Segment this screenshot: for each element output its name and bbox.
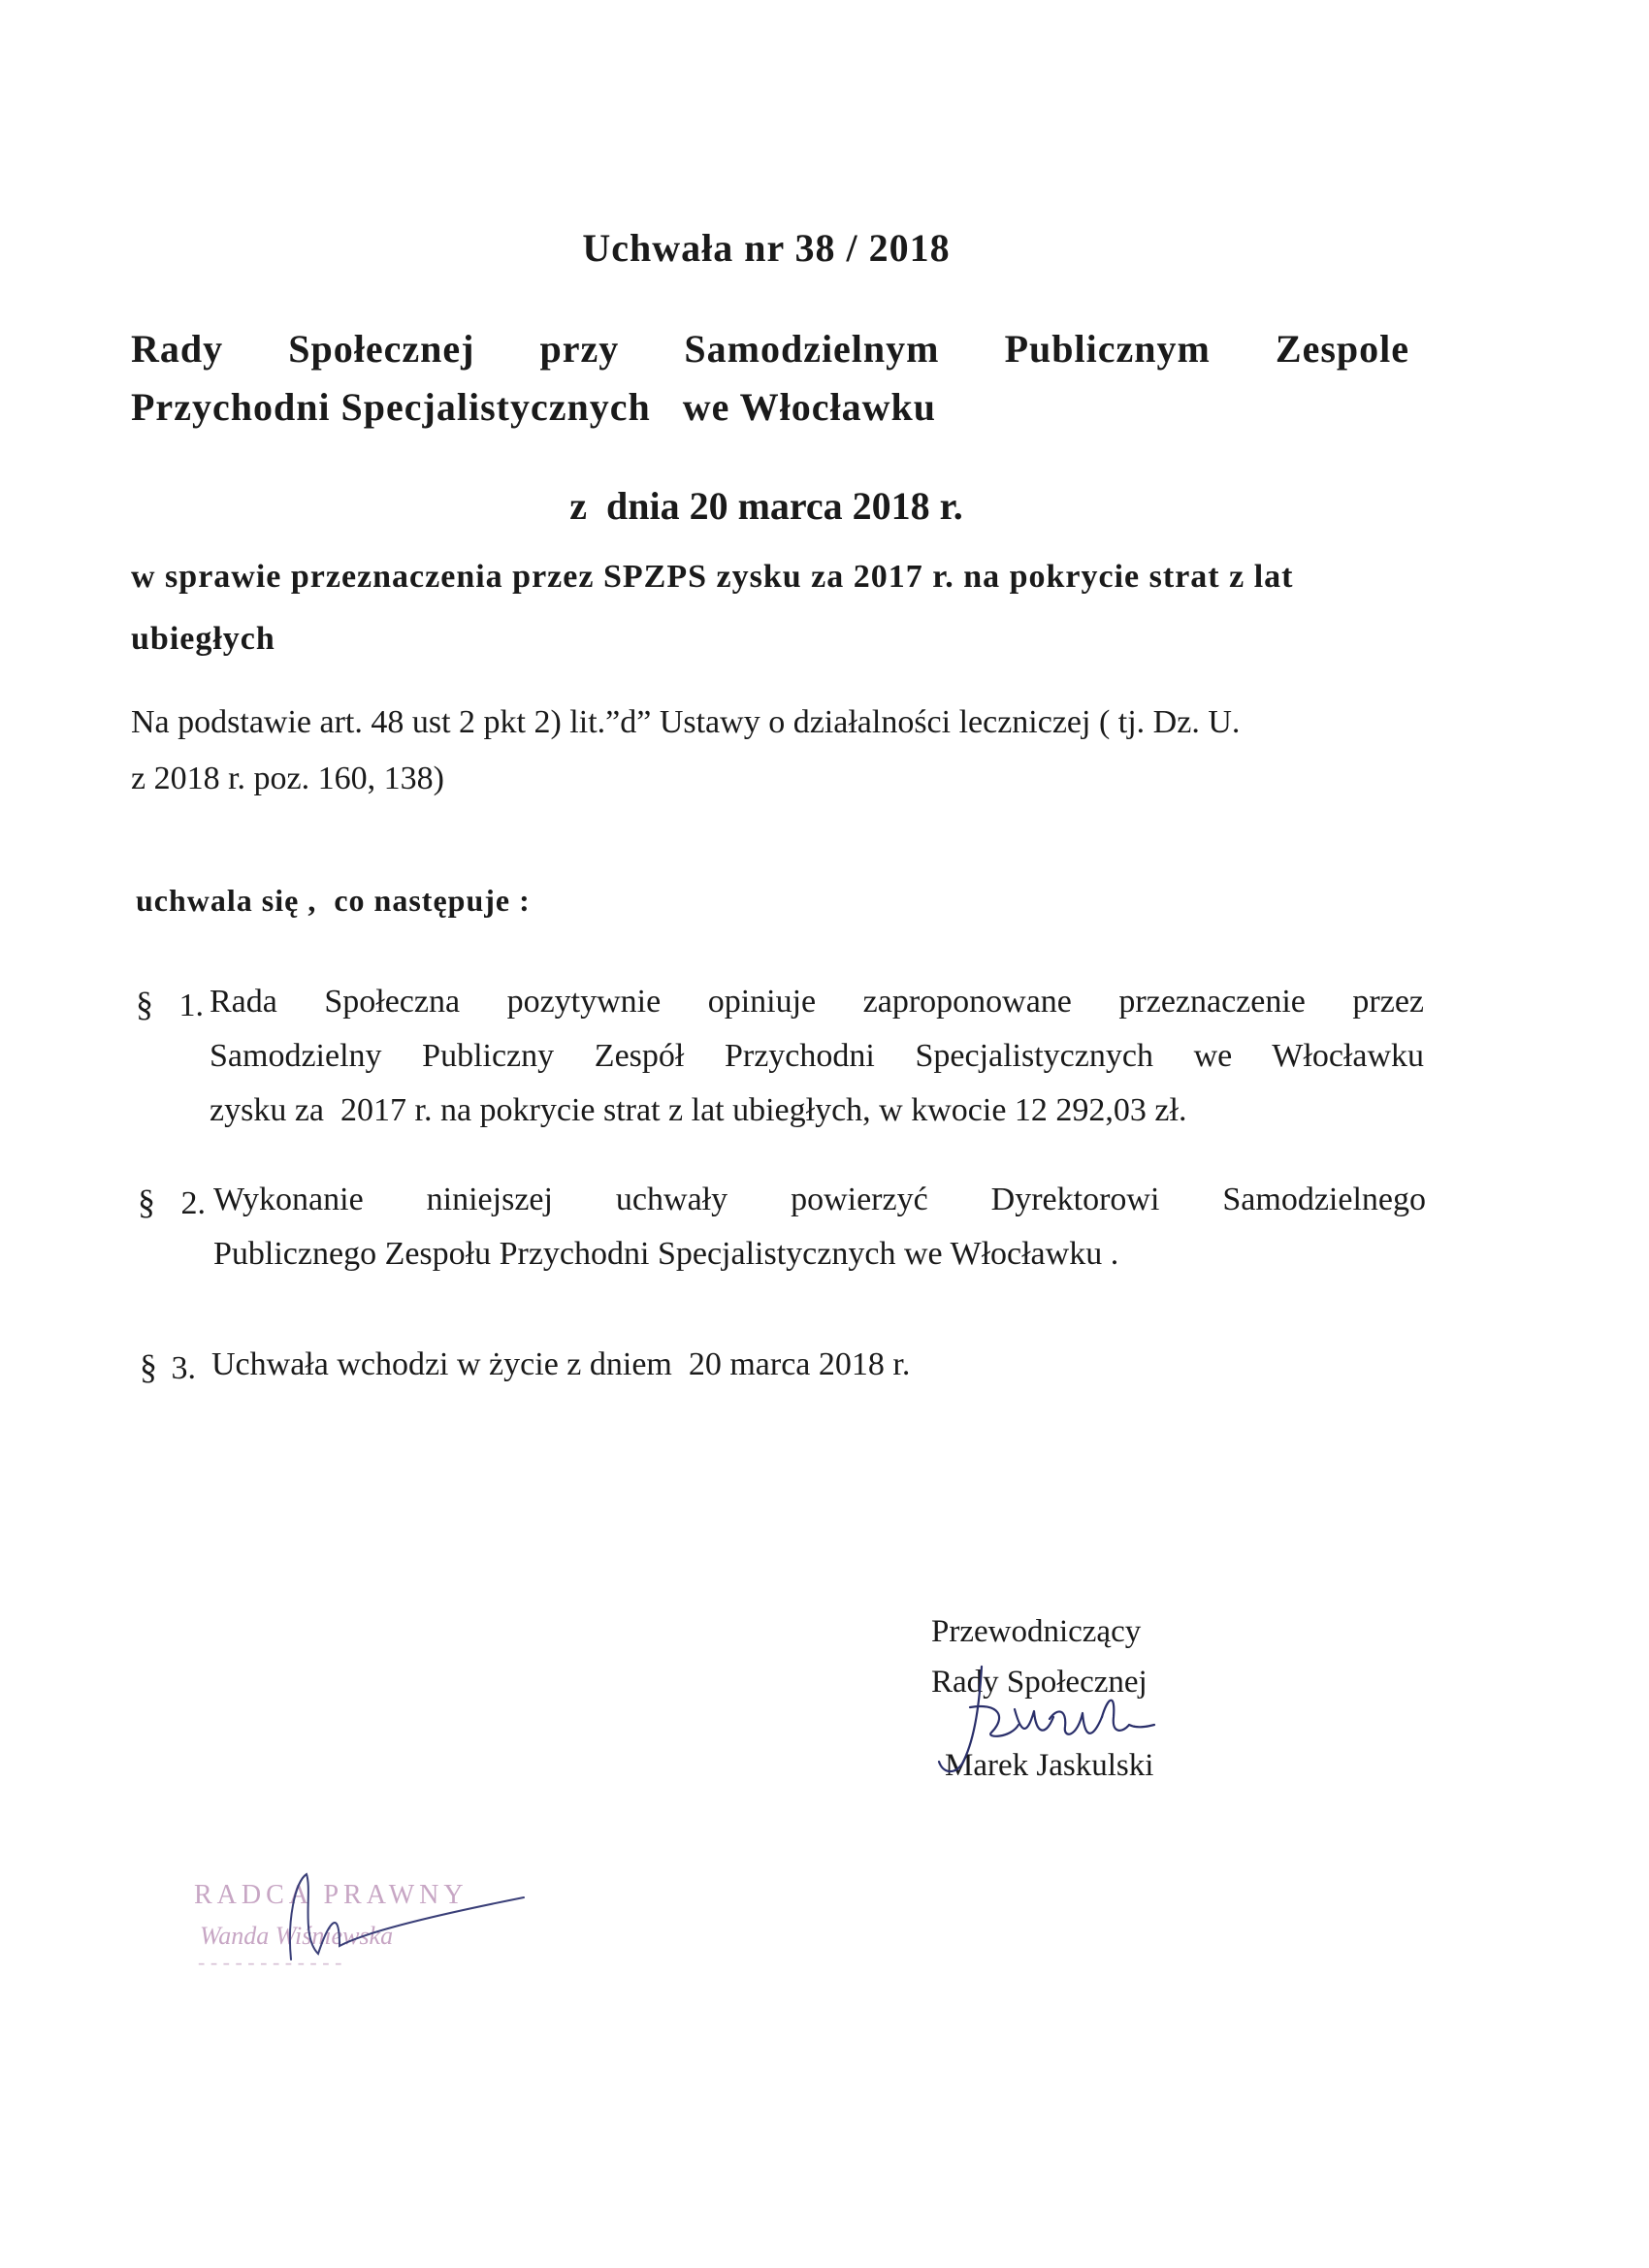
section-3-line-1: Uchwała wchodzi w życie z dniem 20 marca 2018 r. [211, 1346, 911, 1382]
subject-line-1: w sprawie przeznaczenia przez SPZPS zysku za 2017 r. na pokrycie strat z lat [131, 559, 1294, 595]
issuer-line-1 [131, 326, 1409, 372]
stamp-signature [194, 1853, 524, 1979]
svg-text:- - - - - - - - - - - -: - - - - - - - - - - - - [198, 1950, 342, 1974]
legal-counsel-stamp [184, 1872, 504, 1974]
issuer-word: Rady [131, 327, 224, 371]
issuer-line-2: Przychodni Specjalistycznych we Włocławku [131, 385, 937, 429]
document-date: z dnia 20 marca 2018 r. [569, 484, 963, 528]
section-number: 3. [171, 1350, 196, 1386]
section-symbol: § [138, 1183, 155, 1221]
signatory-role-line-1: Przewodniczący [931, 1614, 1142, 1649]
section-symbol: § [140, 1347, 157, 1386]
issuer-word: Publicznym [1004, 327, 1211, 371]
legal-basis-line-1: Na podstawie art. 48 ust 2 pkt 2) lit.”d” Ustawy o działalności leczniczej ( tj. Dz. U. [131, 704, 1241, 740]
svg-text:Wanda Wiśniewska: Wanda Wiśniewska [200, 1922, 394, 1950]
section-1-line-1: Rada Społeczna pozytywnie opiniuje zaproponowane przeznaczenie przez [210, 984, 1424, 1020]
subject-line-2: ubiegłych [131, 621, 275, 657]
signatory-role-line-2: Rady Społecznej [931, 1665, 1148, 1700]
signatory-name: Marek Jaskulski [945, 1748, 1154, 1783]
handwritten-signature [922, 1649, 1174, 1785]
document-title: Uchwała nr 38 / 2018 [582, 226, 951, 270]
issuer-word: Samodzielnym [684, 327, 940, 371]
issuer-word: Zespole [1275, 327, 1410, 371]
section-symbol: § [136, 985, 153, 1023]
section-number: 1. [178, 988, 204, 1023]
issuer-word: przy [539, 327, 620, 371]
section-1-line-3: zysku za 2017 r. na pokrycie strat z lat ubiegłych, w kwocie 12 292,03 zł. [210, 1092, 1187, 1128]
section-1-heading [136, 984, 204, 1024]
legal-basis-line-2: z 2018 r. poz. 160, 138) [131, 761, 444, 796]
issuer-word: Społecznej [288, 327, 475, 371]
section-number: 2. [180, 1185, 206, 1221]
svg-text:RADCA PRAWNY: RADCA PRAWNY [194, 1880, 469, 1910]
section-2-heading [138, 1182, 206, 1222]
section-1-line-2: Samodzielny Publiczny Zespół Przychodni Specjalistycznych we Włocławku [210, 1038, 1424, 1074]
section-2-line-2: Publicznego Zespołu Przychodni Specjalistycznych we Włocławku . [213, 1236, 1119, 1272]
section-2-line-1: Wykonanie niniejszej uchwały powierzyć Dyrektorowi Samodzielnego [213, 1182, 1426, 1217]
resolution-formula: uchwala się , co następuje : [136, 883, 531, 918]
section-3-heading [140, 1346, 196, 1387]
